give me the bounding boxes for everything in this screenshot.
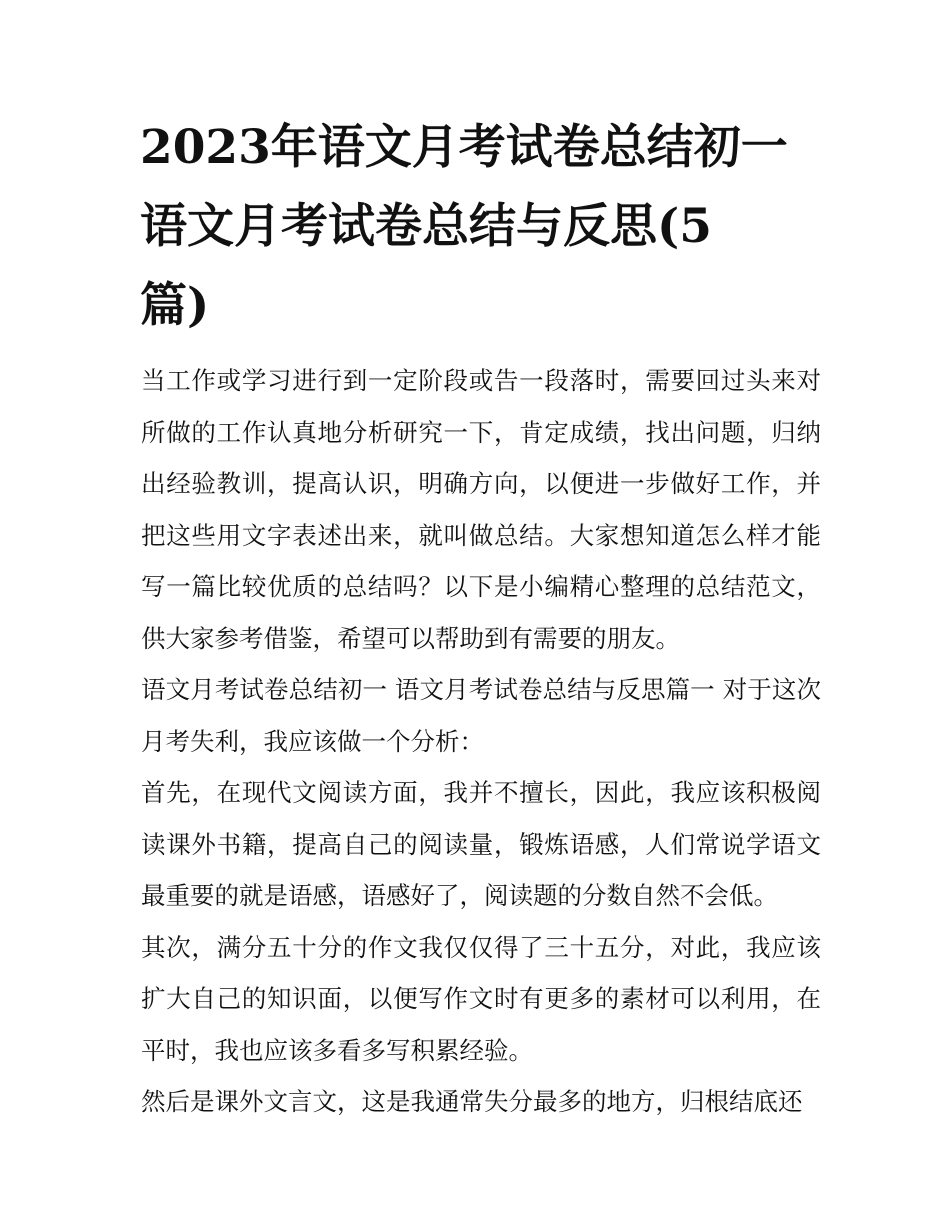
paragraph-composition: 其次，满分五十分的作文我仅仅得了三十五分，对此，我应该扩大自己的知识面，以便写作文时有更多的素材可以利用，在平时，我也应该多看多写积累经验。	[141, 932, 821, 1065]
title-line-2: 语文月考试卷总结与反思(5	[140, 199, 712, 254]
paragraph-reading: 首先，在现代文阅读方面，我并不擅长，因此，我应该积极阅读课外书籍，提高自己的阅读量，锻炼语感，人们常说学语文最重要的就是语感，语感好了，阅读题的分数自然不会低。	[141, 778, 821, 910]
paragraph-intro: 当工作或学习进行到一定阶段或告一段落时，需要回过头来对所做的工作认真地分析研究一下，肯定成绩，找出问题，归纳出经验教训，提高认识，明确方向，以便进一步做好工作，并把这些用文字表述出来，就叫做总结。大家想知道怎么样才能写一篇比较优质的总结吗？以下是小编精心整理的总结范文，供大家参考借鉴，希望可以帮助到有需要的朋友。	[141, 366, 821, 653]
paragraph-section-heading: 语文月考试卷总结初一 语文月考试卷总结与反思篇一 对于这次月考失利，我应该做一个分析：	[141, 675, 821, 756]
document-title	[140, 108, 820, 345]
title-line-1: 2023年语文月考试卷总结初一	[140, 120, 788, 175]
paragraph-classical-chinese: 然后是课外文言文，这是我通常失分最多的地方，归根结底还	[141, 1087, 803, 1116]
document-body	[141, 355, 821, 1128]
title-line-3: 篇)	[140, 278, 210, 333]
